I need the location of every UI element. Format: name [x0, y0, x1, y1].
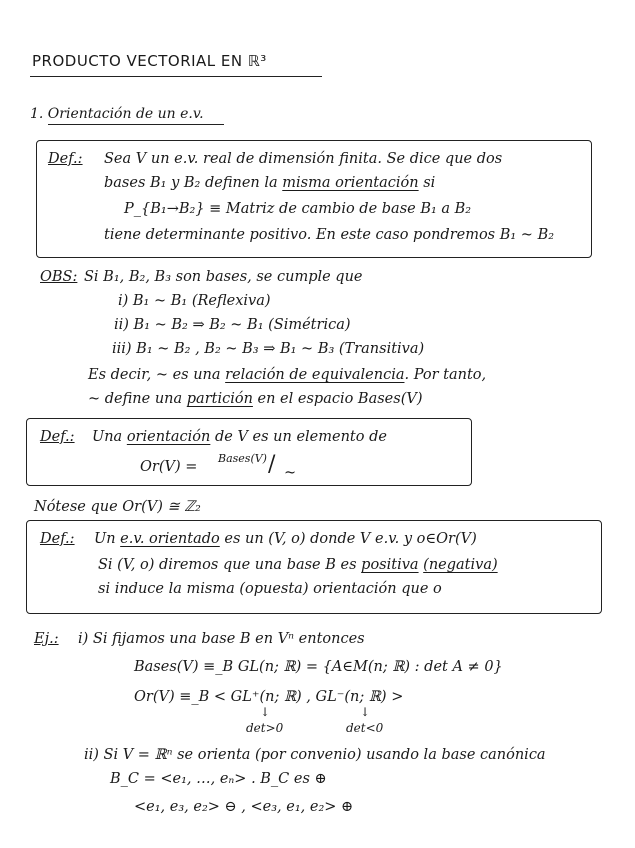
example-ii-line-3: <e₁, e₃, e₂> ⊖ , <e₃, e₁, e₂> ⊕: [134, 799, 354, 815]
obs-line-6-b: en el espacio Bases(V): [257, 391, 423, 407]
obs-line-5: [88, 368, 486, 383]
example-i-line-1: i) Si fijamos una base B en Vⁿ entonces: [78, 631, 365, 647]
def3-label: Def.:: [40, 531, 75, 547]
def2-label: Def.:: [40, 429, 75, 445]
examples-label: Ej.:: [34, 631, 59, 647]
def2-line-1-a: Una: [92, 429, 123, 445]
def2-line-2: Or(V) =: [140, 459, 198, 475]
obs-line-5-underlined: relación de equivalencia: [225, 367, 405, 383]
def1-line-2-underlined: misma orientación: [282, 175, 419, 191]
obs-line-6: [88, 392, 422, 407]
note-line: Nótese que Or(V) ≅ ℤ₂: [34, 499, 201, 515]
def3-line-2-a: Si (V, o) diremos que una base B es: [98, 557, 357, 573]
det-negative-arrow: ↓: [360, 705, 371, 719]
page-title: PRODUCTO VECTORIAL EN ℝ³: [32, 52, 267, 70]
section-underline: [48, 124, 224, 125]
def3-line-1: [94, 532, 477, 547]
def3-line-3: si induce la misma (opuesta) orientación que o: [98, 581, 442, 597]
example-i-line-2: Bases(V) ≡_B GL(n; ℝ) = {A∈M(n; ℝ) : det A ≠ 0}: [134, 659, 503, 675]
def1-line-3: P_{B₁→B₂} ≡ Matriz de cambio de base B₁ a B₂: [124, 201, 472, 217]
def3-line-2-positive: positiva: [361, 557, 419, 573]
obs-line-1: Si B₁, B₂, B₃ son bases, se cumple que: [84, 269, 363, 285]
def1-line-2-a: bases B₁ y B₂ definen la: [104, 175, 278, 191]
det-positive-arrow: ↓: [260, 705, 271, 719]
example-ii-line-1: ii) Si V = ℝⁿ se orienta (por convenio) usando la base canónica: [84, 747, 546, 763]
def1-line-4: tiene determinante positivo. En este caso pondremos B₁ ~ B₂: [104, 227, 555, 243]
obs-line-5-a: Es decir, ~ es una: [88, 367, 221, 383]
example-ii-line-2: B_C = <e₁, …, eₙ> . B_C es ⊕: [110, 771, 327, 787]
def3-line-1-underlined: e.v. orientado: [120, 531, 220, 547]
section-heading: 1. Orientación de un e.v.: [30, 106, 204, 122]
obs-item-ii: ii) B₁ ~ B₂ ⇒ B₂ ~ B₁ (Simétrica): [114, 317, 351, 333]
def1-line-2-b: si: [423, 175, 436, 191]
quotient-slash: /: [268, 452, 276, 477]
def1-line-2: [104, 176, 435, 191]
def2-line-1-b: de V es un elemento de: [214, 429, 387, 445]
title-underline: [30, 76, 322, 77]
def1-label: Def.:: [48, 151, 83, 167]
obs-label: OBS:: [40, 269, 78, 285]
det-negative-label: det<0: [346, 721, 384, 735]
def1-line-1: Sea V un e.v. real de dimensión finita. Se dice que dos: [104, 151, 503, 167]
obs-item-iii: iii) B₁ ~ B₂ , B₂ ~ B₃ ⇒ B₁ ~ B₃ (Transitiva): [112, 341, 425, 357]
quotient-denominator: ~: [284, 465, 297, 481]
def2-line-1-underlined: orientación: [126, 429, 211, 445]
def3-line-1-a: Un: [94, 531, 116, 547]
obs-item-i: i) B₁ ~ B₁ (Reflexiva): [118, 293, 271, 309]
def3-line-2-negative: (negativa): [423, 557, 498, 573]
obs-line-6-a: ~ define una: [88, 391, 183, 407]
example-i-line-3: Or(V) ≡_B < GL⁺(n; ℝ) , GL⁻(n; ℝ) >: [134, 689, 404, 705]
def2-line-1: [92, 430, 387, 445]
obs-line-6-underlined: partición: [186, 391, 253, 407]
obs-line-5-b: . Por tanto,: [404, 367, 487, 383]
def3-line-1-b: es un (V, o) donde V e.v. y o∈Or(V): [224, 531, 477, 547]
det-positive-label: det>0: [246, 721, 284, 735]
def3-line-2: [98, 558, 498, 573]
quotient-numerator: Bases(V): [218, 452, 267, 465]
